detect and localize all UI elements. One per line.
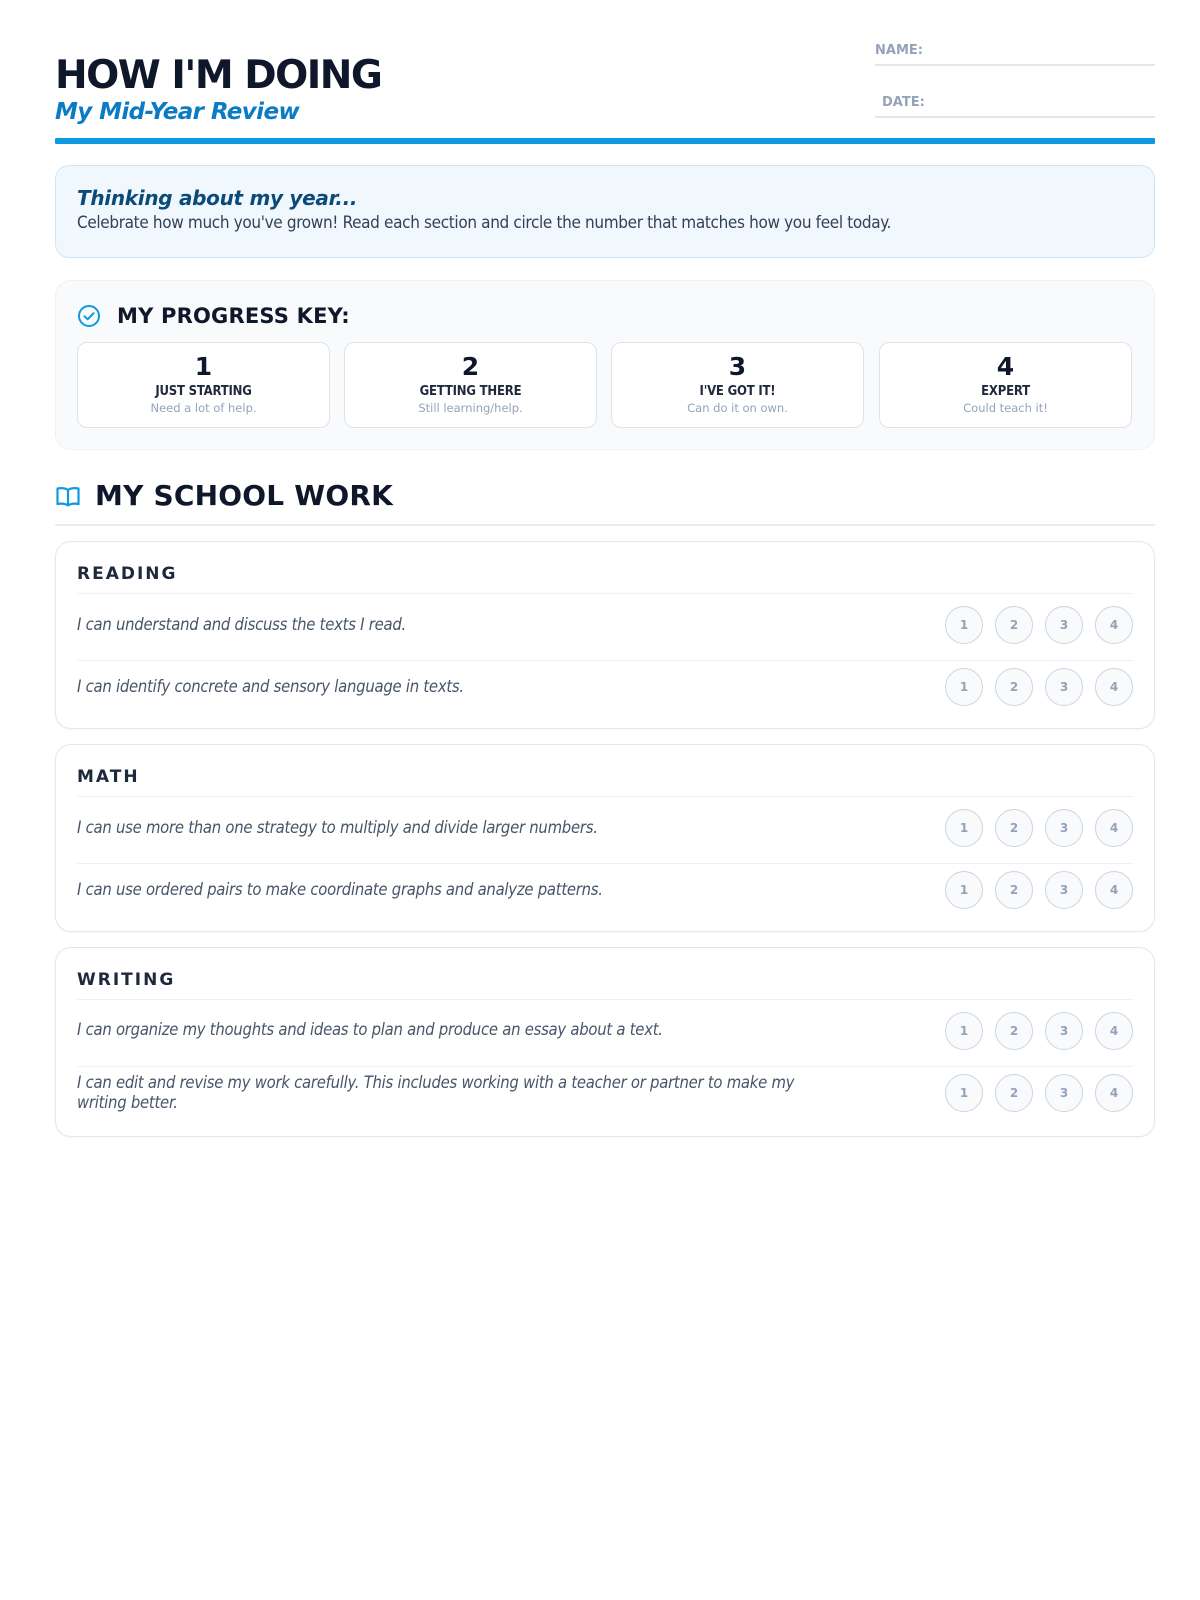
key-card-4	[879, 342, 1132, 428]
intro-title: Thinking about my year...	[77, 186, 358, 210]
rating-option[interactable]: 4	[1095, 871, 1133, 909]
key-number: 4	[996, 352, 1015, 381]
key-card-2	[344, 342, 597, 428]
card-divider	[77, 1066, 1133, 1067]
check-circle-icon	[77, 304, 101, 328]
subject-title: WRITING	[77, 970, 176, 990]
key-number: 2	[461, 352, 480, 381]
rating-option[interactable]: 2	[995, 1012, 1033, 1050]
rating-option[interactable]: 1	[945, 606, 983, 644]
page-subtitle: My Mid-Year Review	[55, 99, 300, 125]
statement-text: I can use ordered pairs to make coordinate graphs and analyze patterns.	[77, 880, 603, 899]
key-label: I'VE GOT IT!	[699, 384, 776, 399]
progress-key-header	[77, 301, 350, 331]
rating-option[interactable]: 2	[995, 809, 1033, 847]
subject-card-writing	[55, 947, 1155, 1137]
rating-option[interactable]: 3	[1045, 809, 1083, 847]
rating-option[interactable]: 3	[1045, 606, 1083, 644]
rating-group	[945, 606, 1133, 644]
rating-option[interactable]: 4	[1095, 668, 1133, 706]
self-assessment-page	[55, 0, 1155, 1112]
card-divider	[77, 660, 1133, 661]
rating-option[interactable]: 1	[945, 1074, 983, 1112]
key-description: Can do it on own.	[687, 401, 788, 415]
statement-text: I can organize my thoughts and ideas to plan and produce an essay about a text.	[77, 1020, 663, 1039]
rating-group	[945, 1012, 1133, 1050]
school-work-header	[55, 478, 1155, 526]
rating-option[interactable]: 2	[995, 668, 1033, 706]
progress-key-title: MY PROGRESS KEY:	[117, 304, 350, 328]
rating-option[interactable]: 4	[1095, 1074, 1133, 1112]
rating-option[interactable]: 1	[945, 871, 983, 909]
subject-title: MATH	[77, 767, 140, 787]
date-label: DATE:	[882, 95, 925, 110]
rating-option[interactable]: 2	[995, 1074, 1033, 1112]
card-divider	[77, 593, 1133, 594]
rating-option[interactable]: 2	[995, 871, 1033, 909]
key-label: GETTING THERE	[419, 384, 522, 399]
rating-option[interactable]: 4	[1095, 1012, 1133, 1050]
statement-text: I can use more than one strategy to multiply and divide larger numbers.	[77, 818, 598, 837]
rating-group	[945, 668, 1133, 706]
key-label: JUST STARTING	[155, 384, 252, 399]
progress-key	[55, 280, 1155, 450]
intro-text: Celebrate how much you've grown! Read each section and circle the number that matches how you feel today.	[77, 213, 892, 233]
rating-option[interactable]: 3	[1045, 668, 1083, 706]
card-divider	[77, 999, 1133, 1000]
rating-option[interactable]: 2	[995, 606, 1033, 644]
rating-option[interactable]: 4	[1095, 809, 1133, 847]
header-divider	[55, 138, 1155, 144]
rating-option[interactable]: 3	[1045, 1012, 1083, 1050]
name-label: NAME:	[875, 43, 923, 58]
key-card-1	[77, 342, 330, 428]
rating-option[interactable]: 3	[1045, 1074, 1083, 1112]
book-open-icon	[55, 483, 81, 509]
intro-box	[55, 165, 1155, 258]
rating-option[interactable]: 1	[945, 1012, 983, 1050]
page-title: HOW I'M DOING	[55, 53, 382, 98]
rating-option[interactable]: 4	[1095, 606, 1133, 644]
header	[55, 0, 1155, 145]
section-title: MY SCHOOL WORK	[95, 479, 393, 512]
rating-option[interactable]: 1	[945, 809, 983, 847]
rating-group	[945, 871, 1133, 909]
key-description: Still learning/help.	[418, 401, 523, 415]
subject-title: READING	[77, 564, 178, 584]
key-description: Could teach it!	[963, 401, 1048, 415]
subject-card-math	[55, 744, 1155, 932]
statement-text: I can understand and discuss the texts I read.	[77, 615, 406, 634]
rating-option[interactable]: 3	[1045, 871, 1083, 909]
statement-text: I can identify concrete and sensory language in texts.	[77, 677, 464, 696]
key-number: 1	[194, 352, 213, 381]
date-field[interactable]	[875, 94, 1155, 118]
card-divider	[77, 796, 1133, 797]
statement-text: I can edit and revise my work carefully. This includes working with a teacher or partner to make my writing better.	[77, 1073, 795, 1112]
key-number: 3	[728, 352, 747, 381]
rating-option[interactable]: 1	[945, 668, 983, 706]
key-label: EXPERT	[981, 384, 1030, 399]
subject-card-reading	[55, 541, 1155, 729]
key-description: Need a lot of help.	[150, 401, 257, 415]
key-card-3	[611, 342, 864, 428]
name-field[interactable]	[875, 42, 1155, 66]
card-divider	[77, 863, 1133, 864]
rating-group	[945, 1074, 1133, 1112]
rating-group	[945, 809, 1133, 847]
